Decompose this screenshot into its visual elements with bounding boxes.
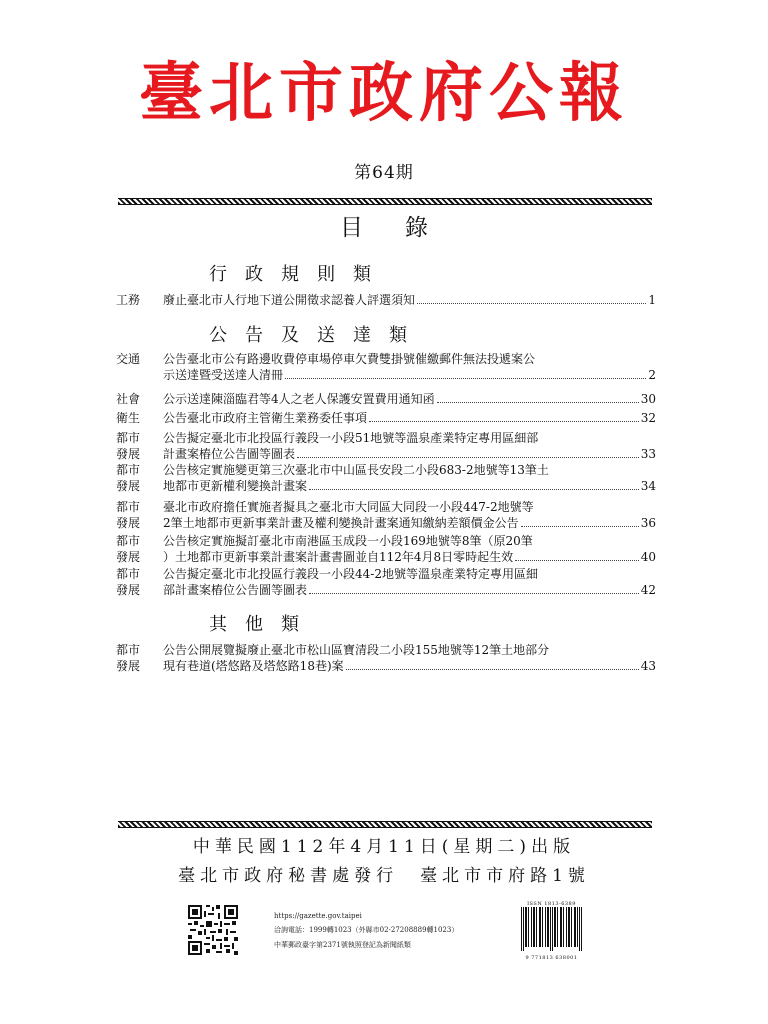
publisher-address: 臺北市政府秘書處發行 臺北市市府路1號: [178, 866, 590, 886]
entry-page: 1: [648, 293, 656, 307]
entry-category: 都市發展: [116, 567, 141, 597]
entry-title: 廢止臺北市人行地下道公開徵求認養人評選須知: [163, 293, 416, 307]
entry-page: 30: [640, 392, 656, 406]
entry-title-line: 公告核定實施擬訂臺北市南港區玉成段一小段169地號等8筆（原20筆: [163, 534, 533, 548]
entry-title-line: 公告擬定臺北市北投區行義段一小段51地號等溫泉產業特定專用區細部: [163, 431, 539, 445]
section-title-administrative-rules: 行政規則類: [209, 264, 389, 285]
entry-category: 都市發展: [116, 534, 141, 564]
entry-category: 都市發展: [116, 500, 141, 530]
contact-phone: 洽詢電話：1999轉1023（外縣市02-27208889轉1023）: [274, 926, 459, 934]
entry-category: 衛生: [116, 411, 141, 425]
website-link[interactable]: https://gazette.gov.taipei: [274, 912, 362, 920]
entry-title-line: 現有巷道(塔悠路及塔悠路18巷)案: [163, 659, 344, 673]
qr-code-icon[interactable]: [188, 905, 238, 955]
entry-title-line: 公告核定實施變更第三次臺北市中山區長安段二小段683-2地號等13筆土: [163, 463, 549, 477]
entry-title-line: 示送達暨受送達人清冊: [163, 368, 284, 382]
barcode-number: 9 771813 638001: [525, 955, 578, 961]
entry-page: 43: [640, 659, 656, 673]
dot-leader: [521, 525, 639, 527]
dot-leader: [297, 456, 639, 458]
gazette-masthead: 臺北市政府公報: [139, 56, 629, 131]
section-title-announcements: 公告及送達類: [209, 325, 425, 346]
entry-page: 42: [640, 583, 656, 597]
entry-page: 33: [640, 447, 656, 461]
publish-date: 中華民國112年4月11日(星期二)出版: [192, 837, 576, 857]
entry-category: 交通: [116, 352, 141, 366]
bottom-divider: [118, 821, 652, 828]
entry-title-line: ）土地都市更新事業計畫案計畫書圖並自112年4月8日零時起生效: [163, 550, 514, 564]
entry-title-line: 臺北市政府擔任實施者擬具之臺北市大同區大同段一小段447-2地號等: [163, 500, 534, 514]
top-divider: [118, 198, 652, 205]
postal-registration: 中華郵政臺字第2371號執照登記為新聞紙類: [274, 941, 411, 949]
entry-category: 都市發展: [116, 643, 141, 673]
dot-leader: [285, 377, 646, 379]
dot-leader: [309, 488, 639, 490]
dot-leader: [417, 302, 646, 304]
section-title-others: 其他類: [209, 614, 317, 635]
dot-leader: [346, 668, 639, 670]
entry-page: 40: [640, 550, 656, 564]
entry-page: 32: [640, 411, 656, 425]
entry-category: 都市發展: [116, 431, 141, 461]
barcode-icon: [519, 907, 584, 951]
dot-leader: [515, 559, 639, 561]
entry-title: 公告臺北市政府主管衛生業務委任事項: [163, 411, 368, 425]
entry-title-line: 地都市更新權利變換計畫案: [163, 479, 308, 493]
entry-page: 34: [640, 479, 656, 493]
dot-leader: [369, 420, 639, 422]
entry-title: 公示送達陳淄臨君等4人之老人保護安置費用通知函: [163, 392, 435, 406]
entry-title-line: 公告擬定臺北市北投區行義段一小段44-2地號等溫泉產業特定專用區細: [163, 567, 538, 581]
entry-category: 社會: [116, 392, 141, 406]
entry-category: 工務: [116, 293, 141, 307]
dot-leader: [309, 592, 639, 594]
entry-title-line: 計畫案樁位公告圖等圖表: [163, 447, 296, 461]
dot-leader: [437, 401, 639, 403]
entry-title-line: 部計畫案樁位公告圖等圖表: [163, 583, 308, 597]
entry-title-line: 2筆土地都市更新事業計畫及權利變換計畫案通知繳納差額價金公告: [163, 516, 519, 530]
entry-category: 都市發展: [116, 463, 141, 493]
entry-title-line: 公告臺北市公有路邊收費停車場停車欠費雙掛號催繳郵件無法投遞案公: [163, 352, 536, 366]
issue-number: 第64期: [354, 163, 414, 183]
entry-page: 36: [640, 516, 656, 530]
issn-barcode: [519, 901, 584, 961]
entry-page: 2: [648, 368, 656, 382]
issn-label: ISSN 1813-6389: [527, 901, 576, 907]
entry-title-line: 公告公開展覽擬廢止臺北市松山區寶清段二小段155地號等12筆土地部分: [163, 643, 550, 657]
toc-title: 目錄: [340, 215, 470, 241]
